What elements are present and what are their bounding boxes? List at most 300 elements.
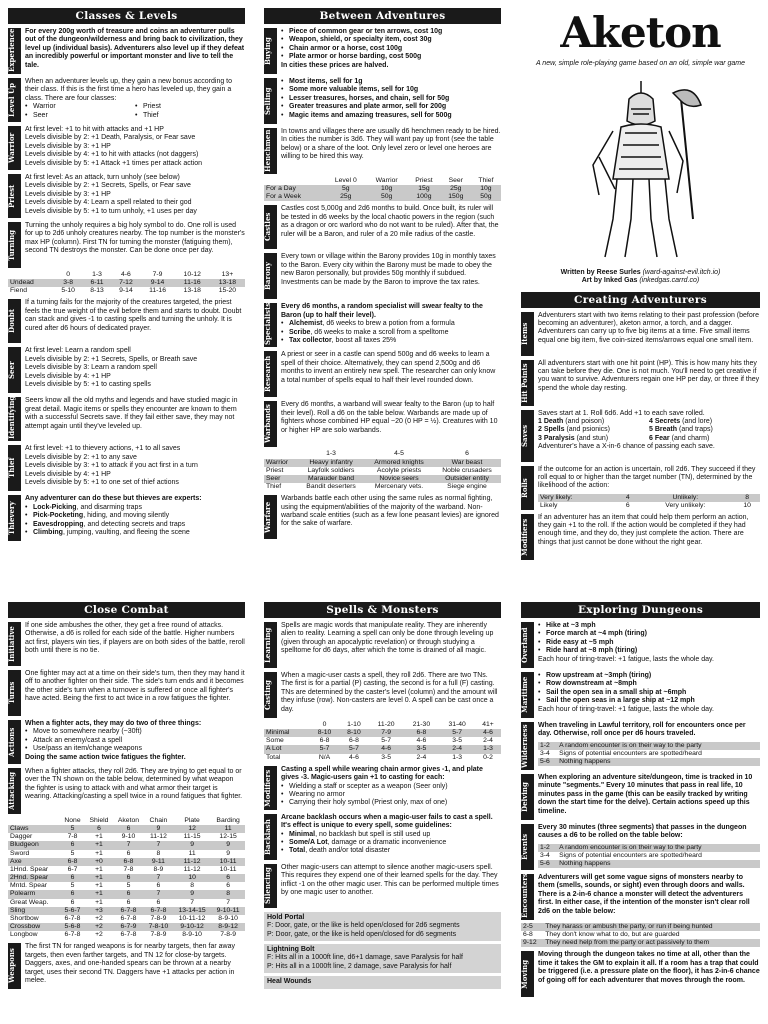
table-cell: 8-9	[153, 865, 164, 873]
table-row	[8, 882, 245, 890]
likelihood-table: Very likely: 4 Unlikely: 8 Likely 6 Very unlikely: 10	[538, 494, 760, 510]
table-cell: 6-7-8	[150, 906, 167, 914]
thievery-item: • Climbing, jumping, vaulting, and fleeing the scene	[25, 529, 245, 537]
side-tab: Buying	[264, 28, 277, 74]
spell-modifiers-block	[264, 766, 501, 810]
warfare-block	[264, 495, 501, 539]
section-header: Close Combat	[8, 602, 245, 618]
section-header: Exploring Dungeons	[521, 602, 760, 618]
table-cell: Fiend	[10, 287, 28, 295]
castles-text: Castles cost 5,000g and 2d6 months to build. Once built, its ruler will be tested in d6 weeks by the local chaotic powers in the region (such as a dragon or orc warlord who do not want to be ruled). After that, the ruler will be a Baron, and ruler of a 20 mile radius of the castle.	[281, 205, 499, 238]
table-row	[8, 287, 245, 295]
table-cell: War beast	[451, 458, 483, 466]
table-cell: +2	[95, 914, 103, 922]
table-cell: 7	[226, 898, 231, 906]
table-cell: 15-20	[218, 287, 237, 295]
table-cell: Some	[266, 737, 284, 745]
table-cell: 2-4	[483, 737, 493, 745]
actions-text: When a fighter acts, they may do two of three things:	[25, 720, 202, 727]
table-cell: 6-11	[90, 279, 104, 287]
saves-list	[538, 418, 760, 443]
spell-line: P: Hits all in a 1000ft line, 2 damage, save Paralysis for half	[267, 962, 452, 970]
table-row	[264, 483, 501, 491]
table-header-cell: Thief	[478, 177, 494, 184]
identifying-block	[8, 397, 245, 441]
heal-wounds-block	[264, 976, 501, 988]
table-cell: 7-8-9	[150, 931, 167, 939]
title-creating-section	[521, 8, 760, 560]
table-cell: +1	[95, 865, 103, 873]
attacking-block	[8, 768, 245, 814]
table-header-cell	[264, 721, 310, 729]
table-cell: 7-9	[381, 729, 392, 737]
table-header-cell: 0	[66, 271, 71, 278]
table-cell: Crossbow	[10, 923, 41, 931]
side-tab: Initiative	[8, 622, 21, 666]
table-row	[264, 475, 501, 483]
table-header-cell: 4-5	[394, 450, 404, 458]
table-cell: 7-8-9	[150, 914, 167, 922]
class-list	[25, 103, 245, 120]
table-cell: 15g	[418, 185, 430, 193]
table-header-cell: 41+	[482, 721, 494, 728]
table-cell: 10g	[380, 185, 393, 193]
selling-item: • Lesser treasures, horses, and chain, sell for 50g	[281, 95, 501, 103]
table-cell: 11	[188, 849, 196, 857]
table-cell: Acolyte priests	[376, 466, 422, 474]
identifying-text: Seers know all the old myths and legends and have studied magic in great detail. Magic items or spells they encounter are known to them with a successful Secrets save. If they fail either save, they may not attempt again until they've leveled up.	[25, 397, 238, 430]
class-item: • Seer	[25, 112, 135, 120]
overland-block	[521, 622, 760, 668]
table-cell: 11-12	[149, 833, 167, 841]
table-cell: 3-5	[381, 753, 392, 761]
spell-line: F: Door, gate, or the like is held open/closed for 2d6 segments	[267, 922, 460, 930]
table-cell: 7-8-10	[148, 923, 169, 931]
table-header-cell: 10-12	[183, 271, 201, 278]
table-cell: 100g	[416, 193, 432, 201]
selling-item: • Greater treasures and plate armor, sell for 200g	[281, 103, 501, 111]
modifiers-text: If an adventurer has an item that could help them perform an action, they gain +1 to the roll. If the action would be completed if they had enough time, and they do, they just complete the action. There are things that just cannot be done without the right gear.	[538, 513, 749, 546]
class-item: • Thief	[135, 112, 245, 120]
initiative-text: If one side ambushes the other, they get a free round of attacks. Otherwise, a d6 is rolled for each side of the battle. Higher numbers act first, players win ties, if players are on both sides of the battle, reroll both until there is no tie.	[25, 622, 245, 655]
table-cell: 7	[156, 874, 161, 882]
casting-block	[264, 672, 501, 718]
side-tab: Events	[521, 824, 534, 870]
maritime-note: Each hour of tiring-travel: +1 fatigue, lasts the whole day.	[538, 705, 714, 713]
overland-item: • Force march at ~4 mph (tiring)	[538, 630, 760, 638]
side-tab: Casting	[264, 672, 277, 718]
table-cell: Seer	[266, 474, 281, 482]
turning-block	[8, 222, 245, 268]
table-row	[8, 890, 245, 898]
side-tab: Henchmen	[264, 128, 277, 174]
seer-block	[8, 347, 245, 393]
weapons-block	[8, 943, 245, 989]
selling-item: • Magic items and amazing treasures, sell for 500g	[281, 112, 501, 120]
side-tab: Specialists	[264, 303, 277, 347]
side-tab: Doubt	[8, 299, 21, 343]
side-tab: Moving	[521, 951, 534, 997]
side-tab: Experience	[8, 28, 21, 74]
table-row	[264, 754, 501, 762]
spell-line: F: Hits all in a 1000ft line, d6+1 damage, save Paralysis for half	[267, 954, 463, 962]
table-cell: 7-8-9	[220, 931, 237, 939]
table-cell: 4-6	[483, 729, 493, 737]
table-cell: 4-6	[416, 737, 427, 745]
silencing-text: Other magic-users can attempt to silence another magic-users spell. This requires they expend one of their learned spells for the day. They inflict -1 on the other magic user. This can be performed multiple times by one magic user to another.	[281, 863, 499, 896]
table-row	[264, 737, 501, 745]
side-tab: Attacking	[8, 768, 21, 814]
table-cell: 8	[190, 882, 194, 890]
saves-text: Saves start at 1. Roll 6d6. Add +1 to each save rolled.	[538, 409, 705, 417]
table-cell: 5-6-7	[64, 906, 81, 914]
table-cell: Marauder band	[307, 474, 355, 482]
encounters-text: Adventurers will get some vague signs of monsters nearby to them (smells, sounds, or sight) even through doors and walls. There is a 2-in-6 chance a monster will detect the adventurers first. In either case, if the intention of the monster isn't clear roll 2d6 on the table below:	[538, 874, 750, 915]
side-tab: Encounters	[521, 874, 534, 920]
table-cell: 3-8	[63, 279, 74, 287]
thievery-block	[8, 495, 245, 541]
table-header-cell: Seer	[448, 177, 463, 184]
spell-title: Heal Wounds	[267, 978, 312, 986]
table-cell: 6	[126, 849, 131, 857]
table-cell: 3-5	[452, 737, 463, 745]
table-cell: 9-10-11	[216, 906, 240, 914]
castles-block	[264, 205, 501, 249]
table-header-cell: Shield	[89, 817, 109, 824]
doubt-text: If a turning fails for the majority of the creatures targeted, the priest feels the true weight of the evil before them and starts to doubt. Doubt can stack and gives -1 to casting spells and turning the unholy. It is cured after d6 hours of dedicated prayer.	[25, 299, 242, 332]
table-cell: Sling	[10, 906, 26, 914]
table-row	[8, 850, 245, 858]
table-row	[8, 866, 245, 874]
table-cell: 7	[190, 898, 194, 906]
table-cell: Thief	[266, 483, 282, 491]
hit-points-text: All adventurers start with one hit point (HP). This is how many hits they can take before they die. One is not much. You'll need to get creative if you want to survive. Adventurers regain one HP per day, or three if they spend the whole day resting.	[538, 359, 760, 392]
table-cell: 5	[70, 825, 75, 833]
events-table: 1-2 A random encounter is on their way to the party 3-4 Signs of potential encounters are spotted/heard 5-6 Nothing happens	[538, 844, 760, 868]
table-cell: 6	[226, 882, 231, 890]
lightning-bolt-block	[264, 944, 501, 973]
henchmen-block	[264, 128, 501, 174]
table-cell: 10g	[480, 185, 492, 193]
encounters-block	[521, 874, 760, 920]
wilderness-text: When traveling in Lawful territory, roll for encounters once per day. Otherwise, roll once per d6 hours traveled.	[538, 722, 746, 738]
table-row	[8, 907, 245, 915]
table-row	[264, 467, 501, 475]
table-cell: 6	[126, 874, 131, 882]
table-cell: Shortbow	[10, 914, 39, 922]
turns-text: One fighter may act at a time on their side's turn, then they may hand it off to another fighter on their side. The side's turn ends and it becomes the other side's turn when a turnover is suffered or once all fighter's have acted. Being the first to act twice in a row fatigues the fighter.	[25, 670, 245, 703]
wilderness-block	[521, 722, 760, 770]
thief-line: Levels divisible by 3: +1 to attack if you act first in a turn	[25, 462, 198, 470]
table-header-row	[264, 177, 501, 185]
exploring-dungeons-section	[521, 602, 760, 997]
table-row	[8, 858, 245, 866]
wilderness-table: 1-2 A random encounter is on their way to the party 3-4 Signs of potential encounters are spotted/heard 5-6 Nothing happens	[538, 742, 760, 766]
backlash-item: • Some/A Lot, damage or a dramatic inconvenience	[281, 839, 501, 847]
spell-modifiers-text: Casting a spell while wearing chain armor gives -1, and plate gives -3. Magic-users gain +1 to casting for each:	[281, 765, 483, 782]
table-cell: 0-2	[483, 753, 493, 761]
table-row	[8, 279, 245, 287]
maritime-item: • Sail the open seas in a large ship at ~12 mph	[538, 697, 760, 705]
table-cell: 12-15	[219, 833, 237, 841]
thievery-item: • Eavesdropping, and detecting secrets and traps	[25, 521, 245, 529]
side-tab: Modifiers	[264, 766, 277, 810]
table-cell: 5-7	[452, 729, 463, 737]
thief-line: Levels divisible by 4: +1 HP	[25, 470, 111, 478]
overland-note: Each hour of tiring-travel: +1 fatigue, lasts the whole day.	[538, 655, 714, 663]
table-cell: 6	[70, 890, 75, 898]
table-cell: +2	[95, 923, 103, 931]
table-cell: 1Hnd. Spear	[10, 865, 49, 873]
table-header-cell: 11-20	[377, 721, 395, 728]
table-cell: 1-3	[483, 745, 493, 753]
side-tab: Castles	[264, 205, 277, 249]
learning-text: Spells are magic words that manipulate reality. They are inherently alien to reality. Learning a spell can only be done through leveling up (given through an apocalyptic revelation) or through studying a spelltome for d6 days, after which the tome is drained of all magic.	[281, 622, 494, 655]
priest-line: Levels divisible by 4: Learn a spell related to their god	[25, 199, 192, 207]
backlash-text: Arcane backlash occurs when a magic-user fails to cast a spell. It's effect is unique to every spell, some guidelines:	[281, 813, 493, 830]
table-cell: 11-12	[183, 857, 201, 865]
table-cell: 6-7-9	[120, 923, 137, 931]
side-tab: Seer	[8, 347, 21, 393]
table-cell: Layfolk soldiers	[307, 466, 355, 474]
table-cell: 50g	[480, 193, 492, 201]
modifier-item: • Wielding a staff or scepter as a weapon (Seer only)	[281, 783, 501, 791]
warband-table	[264, 450, 501, 491]
table-cell: +1	[95, 898, 103, 906]
hire-table	[264, 177, 501, 201]
table-header-cell: 0	[322, 721, 327, 728]
table-cell: 10-11	[219, 865, 237, 873]
table-row	[264, 729, 501, 737]
spell-line: P: Door, gate, or the like is held open/closed for d6 segments	[267, 930, 457, 938]
table-cell: 9-14	[150, 279, 165, 287]
rolls-block	[521, 466, 760, 510]
written-by: Written by Reese Surles (ward-against-evil.itch.io)	[560, 268, 721, 276]
table-cell: 7-8	[67, 833, 78, 841]
backlash-item: • Minimal, no backlash but spell is still used up	[281, 831, 501, 839]
table-cell: 7	[156, 841, 161, 849]
experience-block	[8, 28, 245, 74]
side-tab: Overland	[521, 622, 534, 668]
table-header-cell: None	[64, 817, 81, 824]
table-header-cell	[8, 817, 60, 825]
seer-line: Levels divisible by 2: +1 Secrets, Spells, or Breath save	[25, 355, 198, 363]
turning-table	[8, 271, 245, 295]
table-header-cell: 1-10	[347, 721, 361, 728]
table-cell: +1	[95, 882, 103, 890]
table-cell: 11-16	[183, 279, 201, 287]
table-header-cell	[264, 450, 297, 458]
table-cell: 5	[70, 882, 75, 890]
table-cell: Priest	[266, 466, 284, 474]
table-cell: 8-10	[317, 729, 332, 737]
table-cell: 6-7-8	[64, 931, 81, 939]
turns-block	[8, 670, 245, 716]
buying-item: • Piece of common gear or ten arrows, cost 10g	[281, 28, 501, 36]
table-cell: 9	[156, 825, 161, 833]
save-item: 5 Breath (and traps)	[649, 426, 713, 434]
thief-block	[8, 445, 245, 491]
seer-line: Levels divisible by 5: +1 to casting spells	[25, 381, 151, 389]
table-cell: Dagger	[10, 833, 33, 841]
table-cell: Armored knights	[374, 458, 424, 466]
table-cell: 4-6	[381, 745, 392, 753]
table-cell: 7-12	[119, 279, 133, 287]
knight-illustration	[521, 69, 760, 269]
table-header-row	[264, 450, 501, 458]
table-cell: 8	[156, 849, 161, 857]
table-cell: 6-7-8	[120, 914, 137, 922]
side-tab: Rolls	[521, 466, 534, 510]
hold-portal-block	[264, 912, 501, 941]
class-item: • Priest	[135, 103, 245, 111]
table-cell: 6-8	[67, 857, 78, 865]
warrior-line: Levels divisible by 5: +1 Attack +1 times per attack action	[25, 159, 203, 167]
table-header-cell	[264, 177, 325, 185]
specialists-block	[264, 303, 501, 347]
side-tab: Delving	[521, 774, 534, 820]
levelup-text: When an adventurer levels up, they gain a new bonus according to their class. If this is the first time a hero has leveled up, they gain a class. There are four classes:	[25, 78, 233, 102]
table-cell: 6	[97, 825, 101, 833]
spells-monsters-section	[264, 602, 501, 989]
side-tab: Actions	[8, 720, 21, 764]
table-cell: 5	[126, 882, 131, 890]
table-header-cell	[8, 271, 54, 279]
buying-item: • Plate armor or horse barding, cost 500g	[281, 53, 501, 61]
table-cell: 5-7	[381, 737, 392, 745]
side-tab: Silencing	[264, 864, 277, 908]
table-header-row	[8, 817, 245, 825]
table-header-cell: Barding	[216, 817, 240, 824]
side-tab: Barony	[264, 253, 277, 299]
table-cell: For a Week	[266, 193, 302, 201]
priest-line: Levels divisible by 3: +1 HP	[25, 190, 111, 198]
learning-block	[264, 622, 501, 668]
table-cell: +1	[95, 841, 103, 849]
table-row	[264, 459, 501, 467]
items-block	[521, 312, 760, 356]
table-header-cell: Priest	[415, 177, 433, 184]
table-cell: Novice seers	[379, 474, 419, 482]
table-cell: Minimal	[266, 729, 290, 737]
table-row	[8, 825, 245, 833]
table-cell: 2Hnd. Spear	[10, 874, 49, 882]
side-tab: Hit Points	[521, 360, 534, 406]
table-cell: 9-10-12	[180, 923, 204, 931]
table-cell: 2-4	[452, 745, 463, 753]
side-tab: Warrior	[8, 126, 21, 170]
priest-line: At first level: As an attack, turn unholy (see below)	[25, 174, 180, 181]
spell-title: Hold Portal	[267, 913, 305, 921]
side-tab: Turns	[8, 670, 21, 716]
table-cell: Total	[266, 753, 281, 761]
side-tab: Level Up	[8, 78, 21, 122]
specialist-item: • Scribe, d6 weeks to make a scroll from a spelltome	[281, 329, 501, 337]
side-tab: Modifiers	[521, 514, 534, 560]
side-tab: Warfare	[264, 495, 277, 539]
table-cell: 6	[70, 874, 75, 882]
table-cell: Siege engine	[447, 483, 487, 491]
casting-text: When a magic-user casts a spell, they roll 2d6. There are two TNs. The first is for a partial (P) casting, the second is for a full (F) casting. TNs are determined by the caster's level (column) and the amount will they infuse (row). Non-casters are level 0. A spell can be cast once a day.	[281, 672, 498, 713]
table-cell: +1	[95, 874, 103, 882]
warrior-line: Levels divisible by 4: +1 to hit with attacks (not daggers)	[25, 151, 199, 159]
side-tab: Identifying	[8, 397, 21, 441]
table-cell: 4-6	[349, 753, 359, 761]
save-item: 4 Secrets (and lore)	[649, 417, 713, 425]
table-cell: 5-6-8	[64, 923, 81, 931]
table-cell: Mercenary vets.	[374, 483, 424, 491]
side-tab: Weapons	[8, 943, 21, 989]
section-header: Spells & Monsters	[264, 602, 501, 618]
table-cell: 3-5	[416, 745, 427, 753]
warbands-text: Every d6 months, a warband will swear fealty to the Baron (up to half their level). Roll a d6 on the table below. Warbands are made up of fighters whose combined HP equal ~20 (0 HP = ½). Creatures with 10 or higher HP are solo warbands.	[281, 401, 498, 434]
table-cell: Bludgeon	[10, 841, 39, 849]
selling-item: • Some more valuable items, sell for 10g	[281, 86, 501, 94]
side-tab: Maritime	[521, 672, 534, 718]
actions-note: Doing the same action twice fatigues the fighter.	[25, 753, 186, 761]
table-cell: 7	[156, 890, 161, 898]
table-cell: 13-18	[218, 279, 237, 287]
specialist-item: • Tax collector, boost all taxes 25%	[281, 337, 501, 345]
side-tab: Backlash	[264, 814, 277, 860]
close-combat-section	[8, 602, 245, 989]
table-row	[8, 874, 245, 882]
selling-block	[264, 78, 501, 124]
buying-note: In cities these prices are halved.	[281, 61, 389, 69]
table-header-cell: 4-6	[121, 271, 131, 278]
table-cell: Sword	[10, 849, 30, 857]
table-cell: 5	[70, 849, 75, 857]
silencing-block	[264, 864, 501, 908]
table-cell: 5-10	[61, 287, 75, 295]
table-cell: +0	[95, 857, 103, 865]
table-header-cell: 21-30	[412, 721, 431, 728]
table-cell: Bandit deserters	[306, 483, 356, 491]
table-row	[264, 745, 501, 753]
hit-points-block	[521, 360, 760, 406]
side-tab: Wilderness	[521, 722, 534, 770]
table-cell: 6	[126, 898, 131, 906]
specialist-item: • Alchemist, d6 weeks to brew a potion from a formula	[281, 320, 501, 328]
thievery-item: • Pick-Pocketing, hiding, and moving silently	[25, 512, 245, 520]
save-item: 6 Fear (and charm)	[649, 434, 710, 442]
research-text: A priest or seer in a castle can spend 500g and d6 weeks to learn a spell of their choice. Alternatively, they can spend 2,500g and d6 months to invent an entirely new spell. The researcher can only know a total number of spells equal to half their level rounded down.	[281, 351, 496, 384]
warrior-line: At first level: +1 to hit with attacks and +1 HP	[25, 126, 164, 133]
seer-line: Levels divisible by 4: +1 HP	[25, 372, 111, 380]
table-cell: 11-12	[183, 865, 201, 873]
table-row	[8, 841, 245, 849]
barony-text: Every town or village within the Barony provides 10g in monthly taxes to the Baron. Every city within the Barony must be made to obey the new Baron personally, but provides 50g monthly if subdued. Investments can be made by the Baron to improve the tax rates.	[281, 253, 496, 286]
class-item: • Warrior	[25, 103, 135, 111]
casting-table	[264, 721, 501, 762]
action-item: • Use/pass an item/change weapons	[25, 745, 245, 753]
table-row	[8, 915, 245, 923]
thief-line: Levels divisible by 2: +1 to any save	[25, 453, 137, 461]
table-cell: For a Day	[266, 185, 296, 193]
side-tab: Priest	[8, 174, 21, 218]
table-cell: 8-13	[90, 287, 104, 295]
actions-block	[8, 720, 245, 764]
action-item: • Move to somewhere nearby (~30ft)	[25, 728, 245, 736]
side-tab: Items	[521, 312, 534, 356]
table-header-cell: 1-3	[326, 450, 336, 458]
doubt-block	[8, 299, 245, 343]
table-header-cell: Aketon	[117, 817, 140, 824]
table-cell: Claws	[10, 825, 29, 833]
table-cell: 5-7	[349, 745, 359, 753]
delving-text: When exploring an adventure site/dungeon, time is tracked in 10 minute "segments." Every 10 minutes that pass in real life, 10 minutes pass in the game (this can be easily tracked by writing down the start time for the delve). Certain actions speed up this timeline.	[538, 774, 753, 815]
table-header-cell: Warrior	[375, 177, 398, 184]
